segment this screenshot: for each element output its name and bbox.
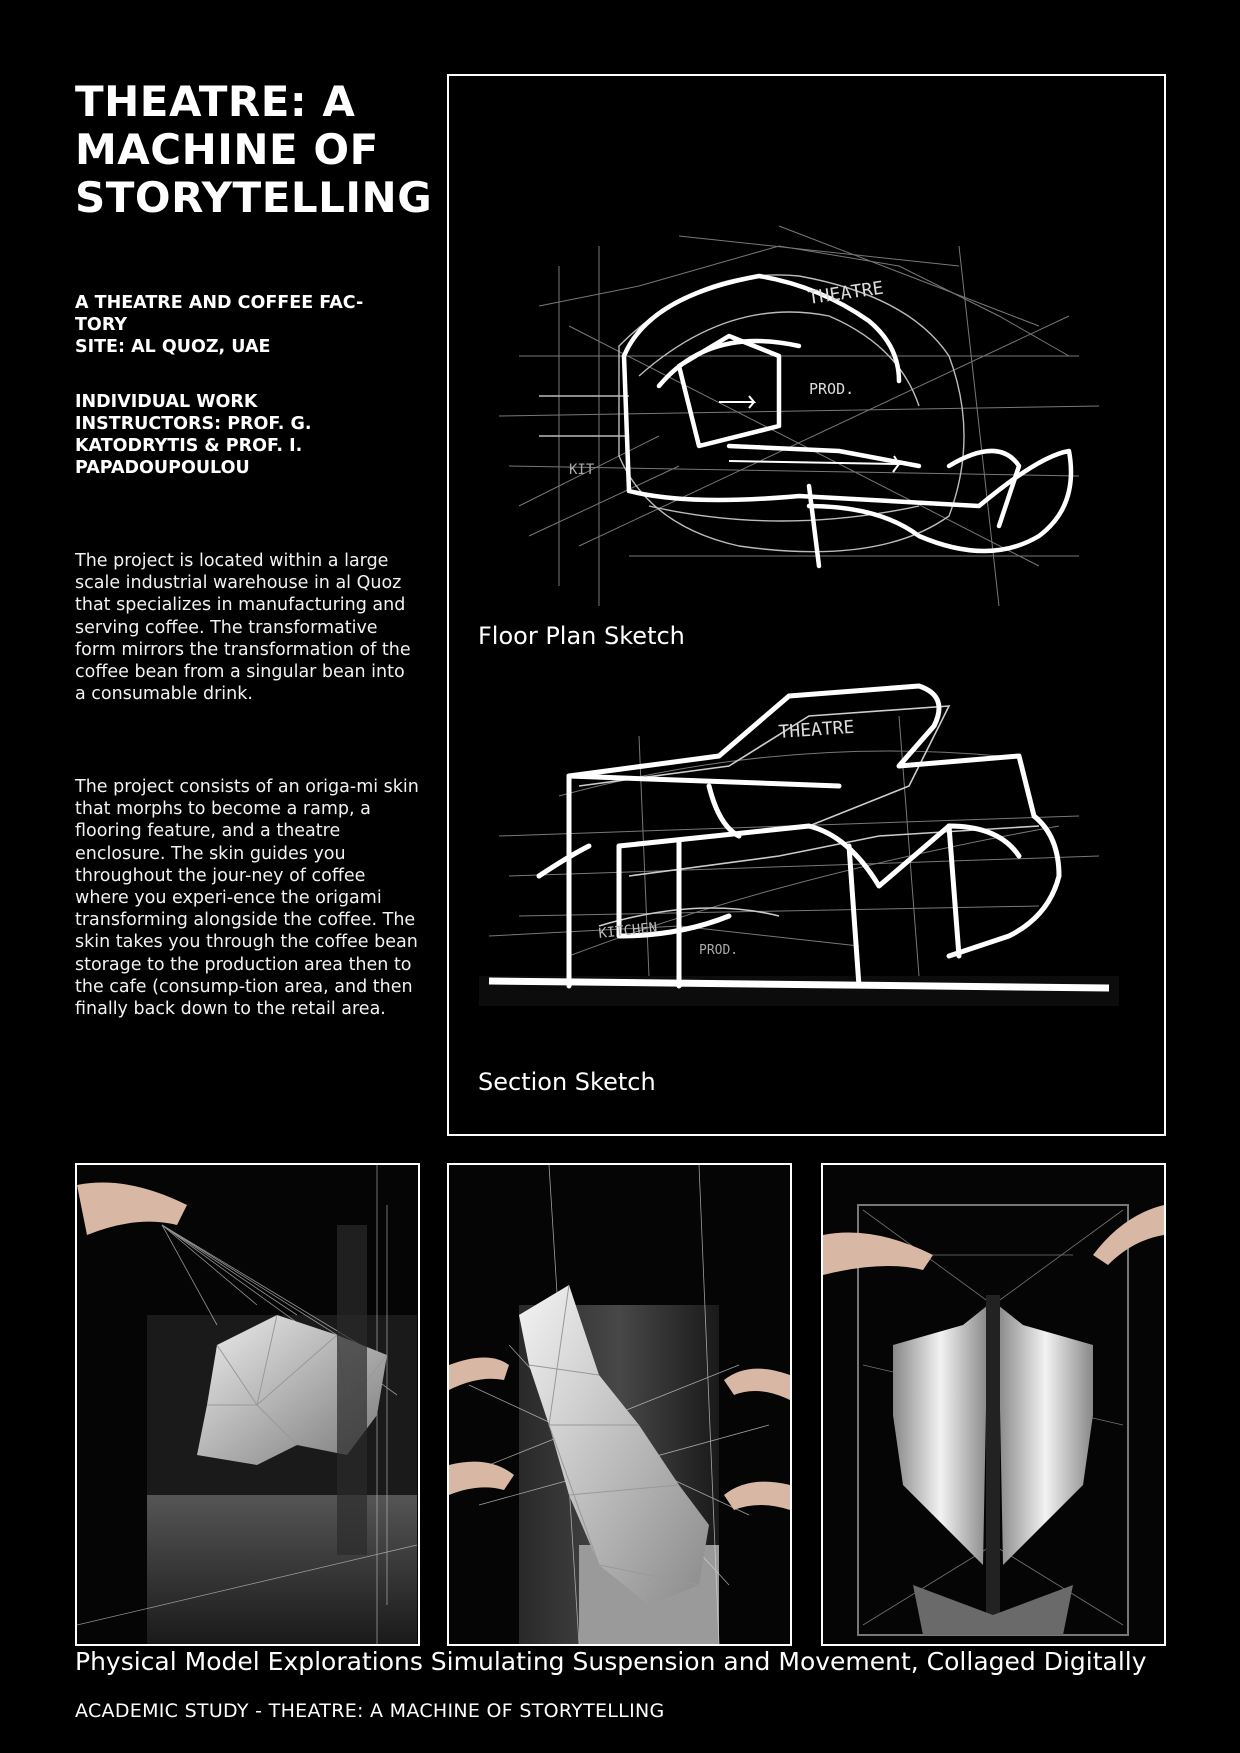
title-line: THEATRE: A [75,77,356,126]
credit-line: PAPADOUPOULOU [75,458,250,478]
model-image [449,1165,790,1644]
sketch-label: THEATRE [806,277,885,309]
model-photo-1 [75,1163,420,1646]
site-line: SITE: AL QUOZ, UAE [75,337,271,357]
sketch-frame [447,74,1166,1136]
sketch-label: KITCHEN [597,919,659,942]
title-line: MACHINE OF [75,125,379,174]
floor-plan-caption: Floor Plan Sketch [478,622,685,650]
project-info [75,292,415,358]
sketch-label: PROD. [699,943,739,958]
credits [75,391,415,479]
project-line: TORY [75,315,128,335]
project-line: A THEATRE AND COFFEE FAC- [75,293,364,313]
page-title [75,78,455,222]
model-image [823,1165,1164,1644]
model-photo-3 [821,1163,1166,1646]
title-line: STORYTELLING [75,173,433,222]
models-caption: Physical Model Explorations Simulating Suspension and Movement, Collaged Digitally [75,1647,1147,1676]
model-image [77,1165,418,1644]
credit-line: INSTRUCTORS: PROF. G. [75,414,312,434]
description-paragraph-1: The project is located within a large scale industrial warehouse in al Quoz that specializes in manufacturing and serving coffee. The transformative form mirrors the transformation of the coffee bean from a singular bean into a consumable drink. [75,551,411,705]
credit-line: KATODRYTIS & PROF. I. [75,436,303,456]
sketch-label: KIT [569,462,595,478]
floor-plan-sketch [479,206,1119,646]
footer: ACADEMIC STUDY - THEATRE: A MACHINE OF STORYTELLING [75,1700,665,1722]
sketch-label: THEATRE [777,716,856,743]
description-paragraph-2: The project consists of an origa-mi skin that morphs to become a ramp, a flooring feature, and a theatre enclosure. The skin guides you throughout the jour-ney of coffee where you experi-ence the origami transforming alongside the coffee. The skin takes you through the coffee bean storage to the production area then to the cafe (consump-tion area, and then finally back down to the retail area. [75,777,419,1020]
section-caption: Section Sketch [478,1068,656,1096]
sketch-label: PROD. [809,380,855,398]
credit-line: INDIVIDUAL WORK [75,392,258,412]
section-sketch [479,676,1119,1036]
model-photo-2 [447,1163,792,1646]
